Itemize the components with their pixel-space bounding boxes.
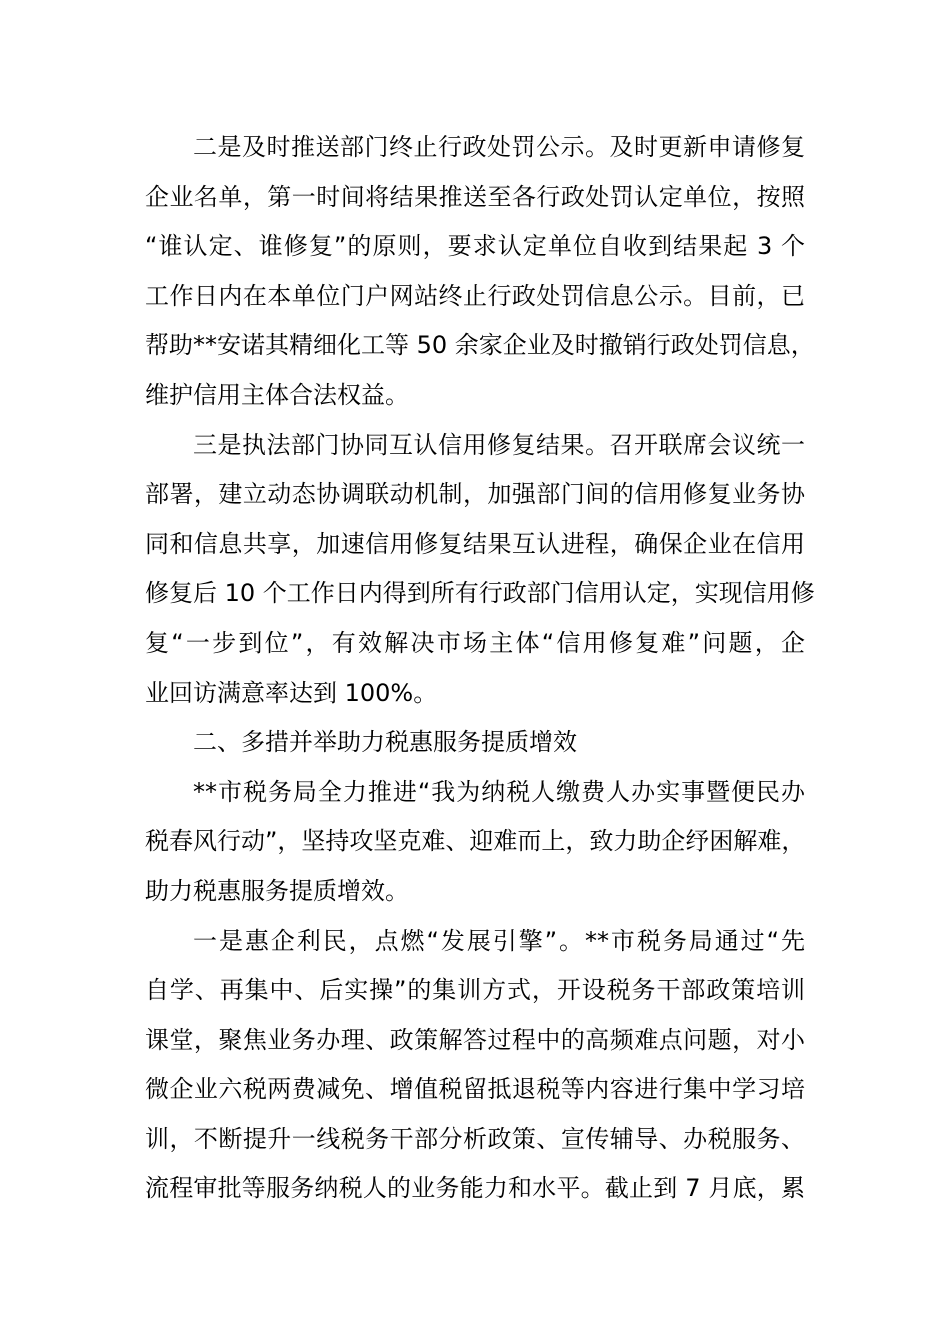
text-line: 二、多措并举助力税惠服务提质增效 — [193, 728, 577, 757]
text-line: 工作日内在本单位门户网站终止行政处罚信息公示。目前，已 — [145, 281, 805, 310]
text-line: 部署，建立动态协调联动机制，加强部门间的信用修复业务协 — [145, 480, 805, 509]
text-line: 企业名单，第一时间将结果推送至各行政处罚认定单位，按照 — [145, 182, 805, 211]
text-line: 流程审批等服务纳税人的业务能力和水平。截止到 7 月底，累 — [145, 1174, 805, 1203]
text-line: 一是惠企利民，点燃“发展引擎”。**市税务局通过“先 — [193, 926, 805, 955]
text-line: 税春风行动”，坚持攻坚克难、迎难而上，致力助企纾困解难， — [145, 827, 806, 856]
text-line: 同和信息共享，加速信用修复结果互认进程，确保企业在信用 — [145, 529, 805, 558]
text-line: 训，不断提升一线税务干部分析政策、宣传辅导、办税服务、 — [145, 1124, 805, 1153]
text-line: 二是及时推送部门终止行政处罚公示。及时更新申请修复 — [193, 133, 805, 161]
text-line: 助力税惠服务提质增效。 — [145, 876, 409, 905]
text-line: 业回访满意率达到 100%。 — [145, 678, 438, 707]
text-line: 维护信用主体合法权益。 — [145, 380, 409, 409]
text-line: 帮助**安诺其精细化工等 50 余家企业及时撤销行政处罚信息， — [145, 331, 815, 360]
text-line: 三是执法部门协同互认信用修复结果。召开联席会议统一 — [193, 430, 805, 459]
text-line: 复“一步到位”，有效解决市场主体“信用修复难”问题，企 — [145, 628, 805, 657]
text-line: 微企业六税两费减免、增值税留抵退税等内容进行集中学习培 — [145, 1075, 805, 1104]
text-line: **市税务局全力推进“我为纳税人缴费人办实事暨便民办 — [193, 777, 805, 806]
document-page — [145, 123, 815, 1214]
text-line: 修复后 10 个工作日内得到所有行政部门信用认定，实现信用修 — [145, 579, 815, 608]
text-line: 自学、再集中、后实操”的集训方式，开设税务干部政策培训 — [145, 976, 805, 1005]
text-line: “谁认定、谁修复”的原则，要求认定单位自收到结果起 3 个 — [145, 232, 805, 261]
text-line: 课堂，聚焦业务办理、政策解答过程中的高频难点问题，对小 — [145, 1025, 805, 1054]
